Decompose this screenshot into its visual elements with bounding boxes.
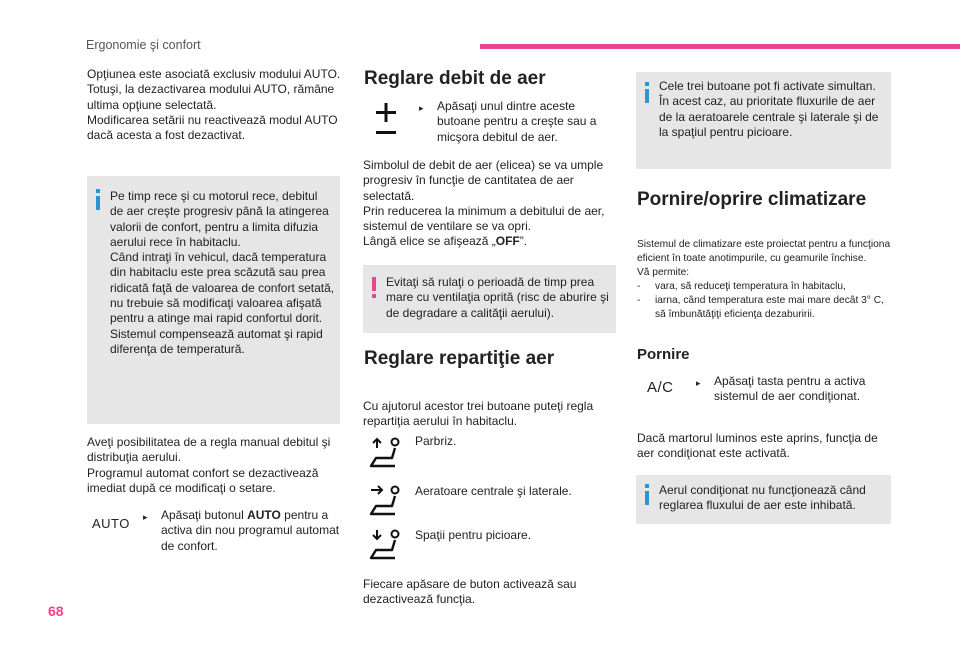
ac-button-icon[interactable]: A/C [647, 379, 674, 396]
auto-button-icon[interactable]: AUTO [92, 516, 130, 531]
warning-icon [372, 277, 376, 291]
title-repartitie-aer: Reglare repartiţie aer [364, 348, 555, 369]
ac-status-paragraph: Dacă martorul luminos este aprins, funcţia de aer condiţionat este activată. [637, 431, 878, 461]
ac-step: ▸ Apăsaţi tasta pentru a activa sistemul de aer condiţionat. [696, 374, 866, 404]
repartitie-item-feet: Spaţii pentru picioare. [415, 528, 532, 542]
fan-plus-icon[interactable] [376, 103, 396, 122]
feet-seat-icon[interactable] [368, 528, 404, 562]
climatizare-description: Sistemul de climatizare este proiectat pentru a funcţiona eficient în toate anotimpurile, cu geamurile închise. Vă permite: - vara, să reduceţi temperatura în habitaclu, - iarna, când temperatura este mai mare decât 3° C, să îmbunătăţiţi eficienţa dezaburirii. [637, 238, 895, 322]
header-accent-bar [480, 44, 960, 49]
step-triangle-icon: ▸ [696, 378, 701, 388]
info-box-ac-inhibited [636, 475, 891, 524]
fan-buttons [371, 103, 401, 139]
info-box-cold-text: Pe timp rece şi cu motorul rece, debitul de aer creşte progresiv până la atingerea valorii de confort, pentru a limita difuzia aerului rece în habitaclu. Când intraţi în vehicul, dacă temperatura din habitaclu este prea scăzută sau prea ridicată faţă de valoarea de confort setată, nu trebuie să modificaţi valoarea afişată pentru a atinge mai rapid confortul dorit. Sistemul compensează automat şi rapid diferenţa de temperatură. [110, 189, 335, 356]
title-debit-aer: Reglare debit de aer [364, 68, 546, 89]
warning-box-ventilation [363, 265, 616, 333]
warning-box-text: Evitaţi să rulaţi o perioadă de timp prea mare cu ventilaţia oprită (risc de aburire şi de degradare a calităţii aerului). [386, 275, 609, 320]
info-box-cold [87, 176, 340, 424]
manual-setting-text: Aveţi posibilitatea de a regla manual debitul şi distribuţia aerului. Programul automat confort se dezactivează imediat după ce modificaţi o setare. [87, 435, 331, 495]
climatizare-list-item: - iarna, când temperatura este mai mare decât 3° C, să îmbunătăţiţi eficienţa dezaburirii. [637, 295, 884, 320]
step-triangle-icon: ▸ [143, 512, 148, 522]
info-box-ac-text: Aerul condiţionat nu funcţionează când reglarea fluxului de aer este inhibată. [659, 483, 866, 513]
info-icon [645, 89, 649, 103]
title-pornire: Pornire [637, 346, 690, 363]
page-number: 68 [48, 603, 64, 619]
windscreen-seat-icon[interactable] [368, 436, 404, 470]
info-icon [645, 491, 649, 505]
repartitie-item-vents: Aeratoare centrale şi laterale. [415, 484, 572, 498]
debit-paragraph: Simbolul de debit de aer (elicea) se va umple progresiv în funcţie de cantitatea de aer selectată. Prin reducerea la minimum a debitului de aer, sistemul de ventilare se va opri. Lângă elice se afişează „OFF”. [363, 158, 605, 249]
auto-intro-text: Opţiunea este asociată exclusiv modului AUTO. Totuşi, la dezactivarea modului AUTO, rămâne ultima opţiune selectată. Modificarea setării nu reactivează modul AUTO dacă acesta a fost dezactivat. [87, 67, 341, 143]
debit-step: ▸ Apăsaţi unul dintre aceste butoane pentru a creşte sau a micşora debitul de aer. [419, 99, 597, 144]
repartitie-paragraph: Cu ajutorul acestor trei butoane puteţi regla repartiţia aerului în habitaclu. [363, 399, 594, 429]
repartitie-item-windscreen: Parbriz. [415, 434, 457, 448]
fan-minus-icon[interactable] [376, 131, 396, 134]
vents-seat-icon[interactable] [368, 484, 404, 518]
climatizare-list-item: - vara, să reduceţi temperatura în habitaclu, [637, 281, 846, 292]
step-triangle-icon: ▸ [419, 103, 424, 113]
info-icon [96, 196, 100, 210]
info-box-simultaneous [636, 72, 891, 169]
info-box-simultaneous-text: Cele trei butoane pot fi activate simultan. În acest caz, au prioritate fluxurile de aer de la aeratoarele centrale şi laterale şi de la spaţiul pentru picioare. [659, 79, 879, 139]
title-climatizare: Pornire/oprire climatizare [637, 189, 867, 210]
section-header: Ergonomie şi confort [86, 38, 201, 52]
repartitie-footer: Fiecare apăsare de buton activează sau dezactivează funcţia. [363, 577, 577, 607]
auto-step: ▸ Apăsaţi butonul AUTO pentru a activa din nou programul automat de confort. [143, 508, 340, 553]
